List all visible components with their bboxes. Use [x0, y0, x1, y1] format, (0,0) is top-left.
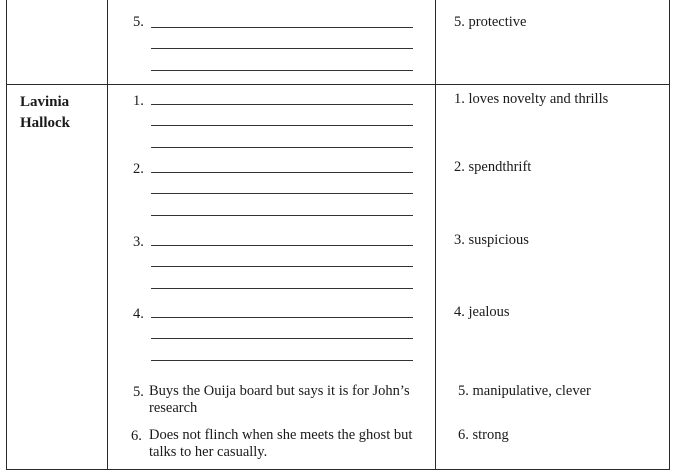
row-4-number: 4.	[133, 306, 144, 322]
character-trait-table	[6, 0, 670, 470]
top-row-number: 5.	[133, 14, 144, 30]
answer-blank-line	[151, 125, 413, 126]
row-3-number: 3.	[133, 234, 144, 250]
answer-blank-line	[151, 27, 413, 28]
answer-blank-line	[151, 172, 413, 173]
table-left-border	[6, 0, 7, 470]
row-1-trait: 1. loves novelty and thrills	[454, 91, 609, 107]
answer-blank-line	[151, 193, 413, 194]
row-divider	[6, 84, 670, 85]
table-right-border	[669, 0, 670, 470]
answer-blank-line	[151, 338, 413, 339]
row-2-number: 2.	[133, 161, 144, 177]
column-divider-1	[107, 0, 108, 470]
row-2-trait: 2. spendthrift	[454, 159, 532, 175]
row-5-trait: 5. manipulative, clever	[458, 383, 591, 399]
character-name-line2: Hallock	[20, 115, 71, 131]
answer-blank-line	[151, 48, 413, 49]
column-divider-2	[435, 0, 436, 470]
answer-blank-line	[151, 147, 413, 148]
answer-blank-line	[151, 288, 413, 289]
answer-blank-line	[151, 104, 413, 105]
row-3-trait: 3. suspicious	[454, 232, 529, 248]
answer-blank-line	[151, 215, 413, 216]
row-5-number: 5.	[133, 384, 144, 400]
answer-blank-line	[151, 317, 413, 318]
answer-blank-line	[151, 245, 413, 246]
character-name-line1: Lavinia	[20, 94, 70, 110]
row-6-number: 6.	[131, 428, 142, 444]
row-6-evidence: Does not flinch when she meets the ghost but talks to her casually.	[149, 427, 413, 460]
row-4-trait: 4. jealous	[454, 304, 510, 320]
table-bottom-border	[6, 469, 670, 470]
row-1-number: 1.	[133, 93, 144, 109]
row-5-evidence: Buys the Ouija board but says it is for John’s research	[149, 383, 410, 416]
answer-blank-line	[151, 360, 413, 361]
answer-blank-line	[151, 70, 413, 71]
answer-blank-line	[151, 266, 413, 267]
top-row-trait: 5. protective	[454, 14, 527, 30]
row-6-trait: 6. strong	[458, 427, 509, 443]
